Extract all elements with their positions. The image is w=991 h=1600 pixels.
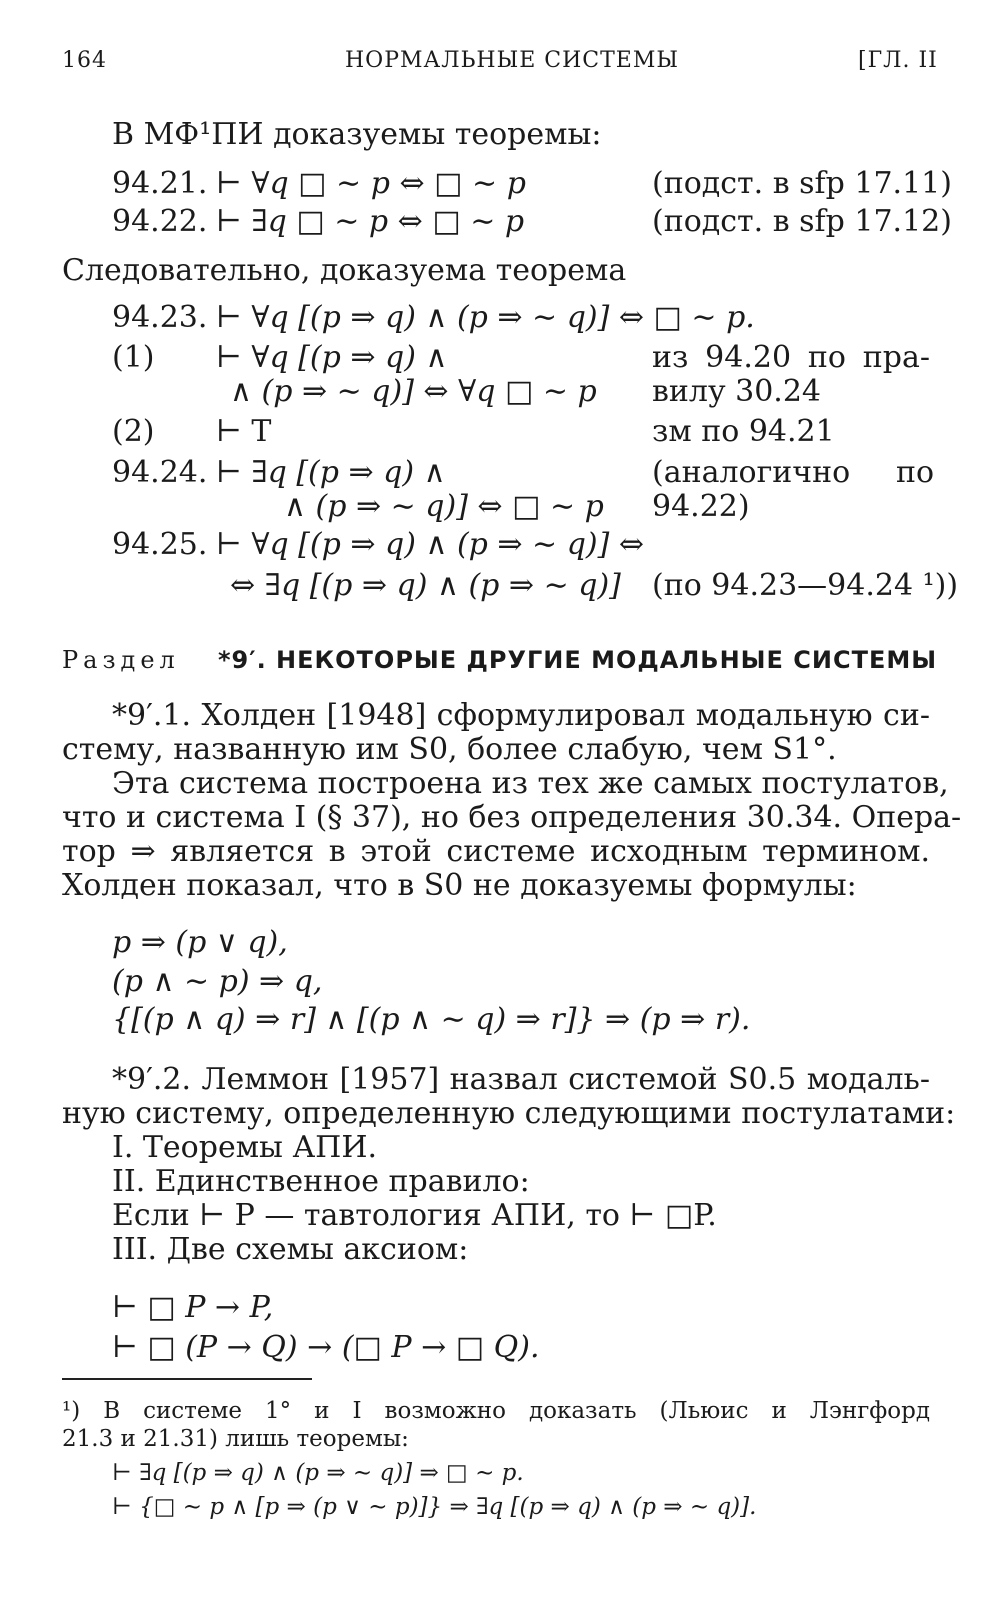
postulate-item: II. Единственное правило: bbox=[112, 1164, 530, 1199]
footnote-rule bbox=[62, 1378, 312, 1380]
step-formula: ⊢ ∀q [(p ⇒ q) ∧ bbox=[216, 340, 448, 375]
intro-text: В МФ¹ПИ доказуемы теоремы: bbox=[112, 117, 602, 152]
theorem-formula: ⊢ ∀q [(p ⇒ q) ∧ (p ⇒ ∼ q)] ⇔ bbox=[216, 527, 645, 562]
footnote-formula: ⊢ {□ ∼ p ∧ [p ⇒ (p ∨ ∼ p)]} ⇒ ∃q [(p ⇒ q) ∧ (p ⇒ ∼ q)]. bbox=[112, 1494, 757, 1520]
formula-line: (p ∧ ∼ p) ⇒ q, bbox=[112, 964, 323, 999]
footnote-formula: ⊢ ∃q [(p ⇒ q) ∧ (p ⇒ ∼ q)] ⇒ □ ∼ p. bbox=[112, 1460, 524, 1486]
running-title: НОРМАЛЬНЫЕ СИСТЕМЫ bbox=[345, 48, 680, 73]
theorem-formula: ⊢ ∀q □ ∼ p ⇔ □ ∼ p bbox=[216, 166, 526, 201]
theorem-note-cont: 94.22) bbox=[652, 489, 750, 524]
paragraph-line: *9′.2. Леммон [1957] назвал системой S0.5 модаль- bbox=[112, 1062, 930, 1097]
theorem-number: 94.25. bbox=[112, 527, 208, 562]
axiom-line: ⊢ □ (P → Q) → (□ P → □ Q). bbox=[112, 1330, 540, 1365]
theorem-note: (подст. в sfp 17.12) bbox=[652, 204, 952, 239]
section-label: Раздел bbox=[62, 646, 180, 674]
theorem-formula: ⊢ ∀q [(p ⇒ q) ∧ (p ⇒ ∼ q)] ⇔ □ ∼ p. bbox=[216, 300, 755, 335]
step-note: из 94.20 по пра- bbox=[652, 340, 930, 375]
section-title: *9′. НЕКОТОРЫЕ ДРУГИЕ МОДАЛЬНЫЕ СИСТЕМЫ bbox=[218, 646, 938, 674]
theorem-note-word: по bbox=[896, 455, 935, 490]
theorem-formula: ⊢ ∃q [(p ⇒ q) ∧ bbox=[216, 455, 446, 490]
theorem-note: (подст. в sfp 17.11) bbox=[652, 166, 952, 201]
axiom-line: ⊢ □ P → P, bbox=[112, 1290, 274, 1325]
step-formula-cont: ∧ (p ⇒ ∼ q)] ⇔ ∀q □ ∼ p bbox=[230, 374, 597, 409]
chapter-marker: [ГЛ. II bbox=[858, 48, 938, 73]
theorem-number: 94.24. bbox=[112, 455, 208, 490]
paragraph-line: Эта система построена из тех же самых постулатов, bbox=[112, 766, 949, 801]
theorem-formula-cont: ⇔ ∃q [(p ⇒ q) ∧ (p ⇒ ∼ q)] bbox=[230, 568, 621, 603]
theorem-formula-cont: ∧ (p ⇒ ∼ q)] ⇔ □ ∼ p bbox=[284, 489, 604, 524]
formula-line: {[(p ∧ q) ⇒ r] ∧ [(p ∧ ∼ q) ⇒ r]} ⇒ (p ⇒ r). bbox=[112, 1002, 751, 1037]
step-number: (1) bbox=[112, 340, 155, 375]
theorem-formula: ⊢ ∃q □ ∼ p ⇔ □ ∼ p bbox=[216, 204, 525, 239]
therefore-text: Следовательно, доказуема теорема bbox=[62, 253, 627, 288]
theorem-number: 94.21. bbox=[112, 166, 208, 201]
footnote-line: ¹) В системе 1° и I возможно доказать (Льюис и Лэнгфорд bbox=[62, 1398, 930, 1424]
formula-line: p ⇒ (p ∨ q), bbox=[112, 925, 288, 960]
paragraph-line: ную систему, определенную следующими постулатами: bbox=[62, 1096, 956, 1131]
step-note: зм по 94.21 bbox=[652, 414, 835, 449]
paragraph-line: тор ⇒ является в этой системе исходным термином. bbox=[62, 834, 930, 869]
theorem-number: 94.22. bbox=[112, 204, 208, 239]
postulate-item: III. Две схемы аксиом: bbox=[112, 1232, 469, 1267]
paragraph-line: Холден показал, что в S0 не доказуемы формулы: bbox=[62, 868, 857, 903]
postulate-item: I. Теоремы АПИ. bbox=[112, 1130, 378, 1165]
step-note-cont: вилу 30.24 bbox=[652, 374, 822, 409]
paragraph-line: *9′.1. Холден [1948] сформулировал модальную си- bbox=[112, 698, 930, 733]
paragraph-line: что и система I (§ 37), но без определения 30.34. Опера- bbox=[62, 800, 962, 835]
theorem-note: (аналогично bbox=[652, 455, 851, 490]
postulate-item: Если ⊢ P — тавтология АПИ, то ⊢ □P. bbox=[112, 1198, 717, 1233]
theorem-number: 94.23. bbox=[112, 300, 208, 335]
theorem-note: (по 94.23—94.24 ¹)) bbox=[652, 568, 959, 603]
paragraph-line: стему, названную им S0, более слабую, чем S1°. bbox=[62, 732, 837, 767]
step-number: (2) bbox=[112, 414, 155, 449]
step-formula: ⊢ T bbox=[216, 414, 272, 449]
footnote-line: 21.3 и 21.31) лишь теоремы: bbox=[62, 1426, 409, 1452]
page-number: 164 bbox=[62, 48, 107, 73]
